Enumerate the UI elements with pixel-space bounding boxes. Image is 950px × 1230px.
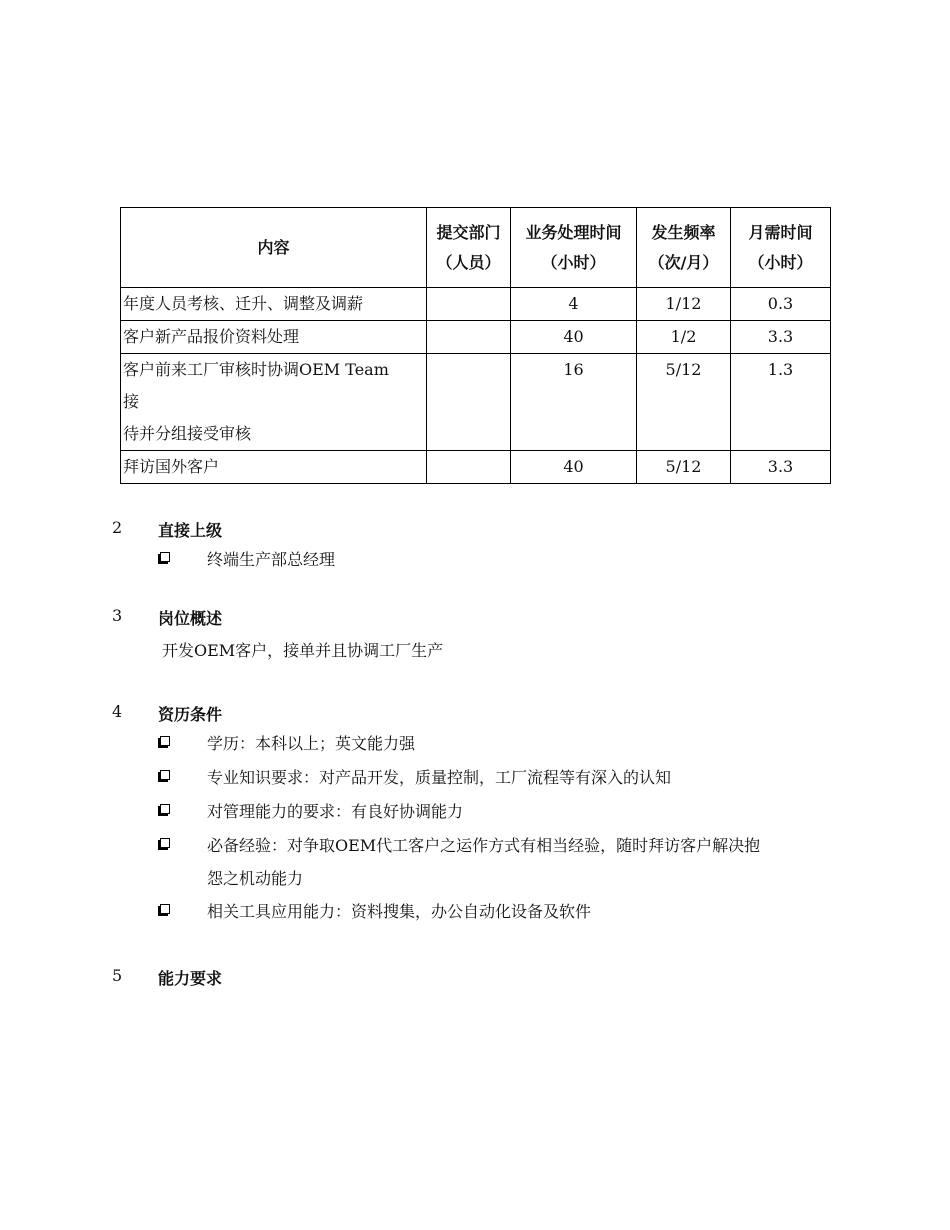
cell-monthly: 1.3	[731, 354, 831, 451]
section-title-qualifications: 资历条件	[158, 705, 223, 724]
bullet-icon	[158, 838, 172, 852]
bullet-text: 终端生产部总经理	[207, 550, 336, 569]
cell-hours: 40	[511, 321, 637, 354]
bullet-text: 学历：本科以上；英文能力强	[207, 734, 416, 753]
bullet-text: 相关工具应用能力：资料搜集，办公自动化设备及软件	[207, 902, 592, 921]
section-number: 3	[112, 606, 123, 625]
cell-dept	[427, 321, 511, 354]
header-content: 内容	[121, 208, 427, 288]
cell-content	[121, 354, 427, 451]
header-hours: 业务处理时间 （小时）	[511, 208, 637, 288]
section-number: 2	[112, 518, 123, 537]
section-number: 5	[112, 966, 123, 985]
header-frequency: 发生频率 （次/月）	[637, 208, 731, 288]
bullet-icon	[158, 552, 172, 566]
bullet-text: 专业知识要求：对产品开发，质量控制，工厂流程等有深入的认知	[207, 768, 672, 787]
table-header-row	[121, 208, 831, 288]
workload-table	[120, 207, 831, 484]
cell-content-line: 客户前来工厂审核时协调OEM Team	[123, 360, 389, 379]
table-row	[121, 288, 831, 321]
bullet-icon	[158, 736, 172, 750]
table-row	[121, 321, 831, 354]
cell-frequency: 1/2	[637, 321, 731, 354]
section-title-overview: 岗位概述	[158, 609, 223, 628]
section-title-supervisor: 直接上级	[158, 521, 223, 540]
bullet-text-continuation: 怨之机动能力	[207, 869, 304, 888]
header-dept: 提交部门 （人员）	[427, 208, 511, 288]
cell-dept	[427, 288, 511, 321]
cell-content: 年度人员考核、迁升、调整及调薪	[121, 288, 427, 321]
bullet-icon	[158, 770, 172, 784]
cell-dept	[427, 354, 511, 451]
bullet-text: 必备经验：对争取OEM代工客户之运作方式有相当经验，随时拜访客户解决抱	[207, 836, 761, 855]
cell-monthly: 0.3	[731, 288, 831, 321]
cell-content-line: 待并分组接受审核	[123, 424, 252, 443]
section-number: 4	[112, 702, 123, 721]
bullet-icon	[158, 904, 172, 918]
cell-frequency: 1/12	[637, 288, 731, 321]
bullet-text: 对管理能力的要求：有良好协调能力	[207, 802, 464, 821]
cell-content: 客户新产品报价资料处理	[121, 321, 427, 354]
table-row	[121, 451, 831, 484]
cell-hours: 4	[511, 288, 637, 321]
cell-monthly: 3.3	[731, 451, 831, 484]
cell-monthly: 3.3	[731, 321, 831, 354]
cell-frequency: 5/12	[637, 354, 731, 451]
cell-content: 拜访国外客户	[121, 451, 427, 484]
cell-dept	[427, 451, 511, 484]
cell-frequency: 5/12	[637, 451, 731, 484]
overview-text: 开发OEM客户，接单并且协调工厂生产	[162, 641, 444, 660]
section-title-competency: 能力要求	[158, 969, 223, 988]
cell-hours: 16	[511, 354, 637, 451]
cell-hours: 40	[511, 451, 637, 484]
cell-content-line: 接	[123, 392, 140, 411]
bullet-icon	[158, 804, 172, 818]
header-monthly: 月需时间 （小时）	[731, 208, 831, 288]
table-row	[121, 354, 831, 451]
